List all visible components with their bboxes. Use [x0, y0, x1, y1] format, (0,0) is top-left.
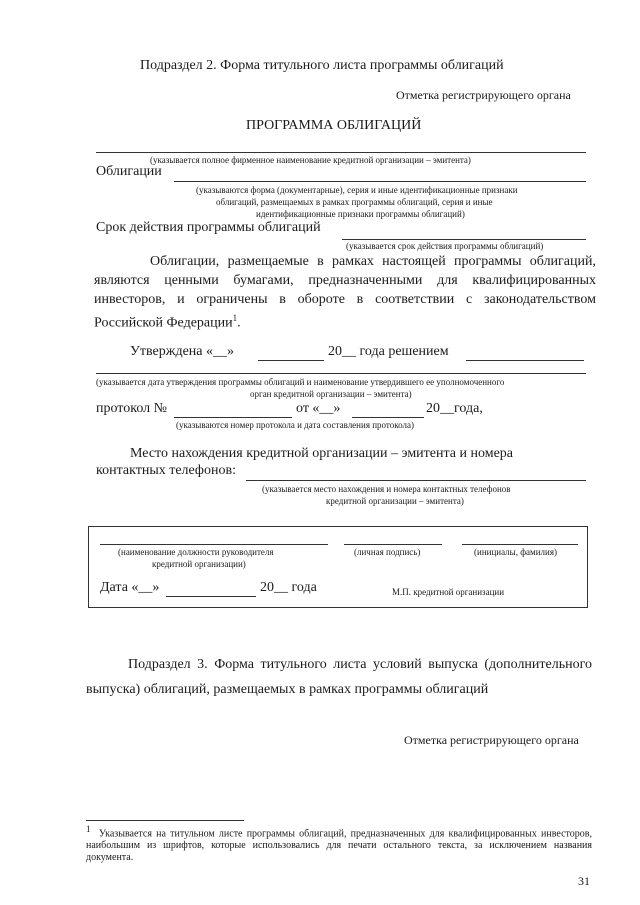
initials-caption: (инициалы, фамилия)	[474, 547, 557, 557]
term-label: Срок действия программы облигаций	[96, 220, 321, 235]
stamp-caption: М.П. кредитной организации	[392, 587, 505, 597]
location-caption-2: кредитной организации – эмитента)	[326, 496, 464, 506]
signature-line	[344, 544, 442, 545]
approved-date-line	[258, 360, 324, 361]
bonds-caption-1: (указываются форма (документарные), серия и иные идентификационные признаки	[196, 185, 518, 195]
issuer-name-line	[96, 152, 586, 153]
footnote-text: Указывается на титульном листе программы облигаций, предназначенных для квалифицированных инвесторов, наибольшим из шрифтов, которые использовались для печати остального текста, за исключением названия документа.	[86, 828, 592, 864]
approved-body-line	[96, 373, 586, 374]
bonds-caption-2: облигаций, размещаемых в рамках программы облигаций, серия и иные	[216, 197, 493, 207]
registrar-mark-2: Отметка регистрирующего органа	[404, 733, 579, 747]
sign-date-line	[166, 596, 256, 597]
protocol-from: от «__»	[296, 401, 341, 416]
approved-caption-2: орган кредитной организации – эмитента)	[250, 389, 412, 399]
location-line	[246, 480, 586, 481]
approved-caption-1: (указывается дата утверждения программы облигаций и наименование утвердившего ее уполномоченного	[96, 377, 505, 387]
main-paragraph: Облигации, размещаемые в рамках настоящей программы облигаций, являются ценными бумагами, предназначенными для квалифицированных инвесторов, и ограничены в обороте в соответствии с законодательством Российской Федерации$^1$.	[94, 254, 596, 331]
approved-year-text: 20__ года решением	[328, 344, 449, 359]
bonds-line	[174, 181, 586, 182]
issuer-caption: (указывается полное фирменное наименование кредитной организации – эмитента)	[150, 155, 471, 165]
footnote	[86, 823, 592, 864]
protocol-number-line	[174, 417, 292, 418]
term-line	[342, 239, 586, 240]
position-line	[100, 544, 328, 545]
footnote-number: 1	[86, 824, 91, 834]
position-caption-2: кредитной организации)	[152, 559, 246, 569]
bonds-caption-3: идентификационные признаки программы облигаций)	[256, 209, 465, 219]
approved-prefix: Утверждена «__»	[130, 344, 234, 359]
protocol-label: протокол №	[96, 401, 167, 416]
protocol-date-line	[352, 417, 424, 418]
signature-caption: (личная подпись)	[354, 547, 421, 557]
location-caption-1: (указывается место нахождения и номера контактных телефонов	[262, 484, 511, 494]
bonds-label: Облигации	[96, 164, 162, 179]
registrar-mark: Отметка регистрирующего органа	[396, 88, 571, 102]
footnote-separator	[86, 820, 244, 821]
term-caption: (указывается срок действия программы облигаций)	[346, 241, 544, 251]
sign-date-year: 20__ года	[260, 580, 317, 595]
sign-date-prefix: Дата «__»	[100, 580, 160, 595]
location-label-2: контактных телефонов:	[96, 463, 236, 478]
footnote-reference: 1	[232, 313, 238, 323]
initials-line	[462, 544, 578, 545]
position-caption-1: (наименование должности руководителя	[118, 547, 274, 557]
program-title: ПРОГРАММА ОБЛИГАЦИЙ	[246, 118, 422, 133]
approved-decision-line	[466, 360, 584, 361]
location-line-1: Место нахождения кредитной организации – эмитента и номера	[130, 446, 514, 461]
protocol-caption: (указываются номер протокола и дата составления протокола)	[176, 420, 414, 430]
subsection-3-heading: Подраздел 3. Форма титульного листа условий выпуска (дополнительного выпуска) облигаций, размещаемых в рамках программы облигаций	[86, 657, 592, 697]
subsection-2-heading: Подраздел 2. Форма титульного листа программы облигаций	[140, 58, 504, 73]
protocol-year: 20__года,	[426, 401, 483, 416]
page-number: 31	[578, 874, 590, 888]
